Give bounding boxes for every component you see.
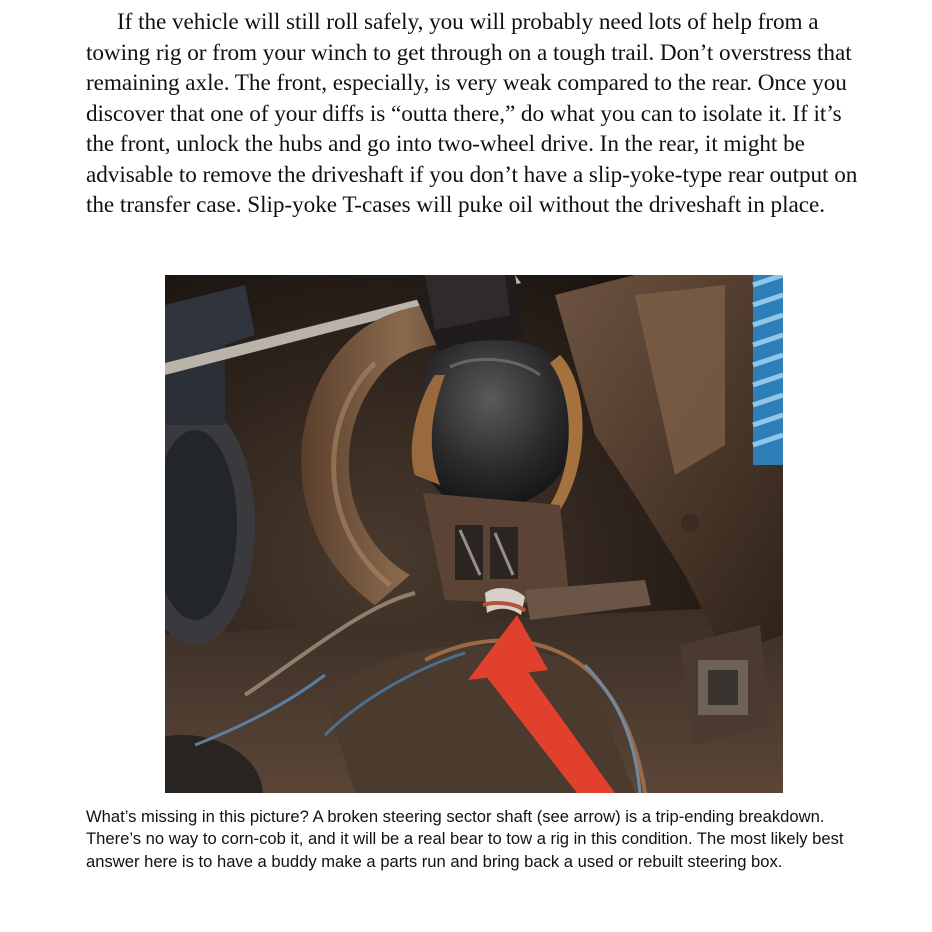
undercarriage-photo [165, 275, 783, 793]
coil-spring [753, 275, 783, 465]
undercarriage-photo-drawing [165, 275, 783, 793]
photo-caption: What’s missing in this picture? A broken steering sector shaft (see arrow) is a trip-ending breakdown. There’s no way to corn-cob it, and it will be a real bear to tow a rig in this condition. The most likely best answer here is to have a buddy make a parts run and bring back a used or rebuilt steering box. [86, 807, 844, 871]
body-paragraph: If the vehicle will still roll safely, you will probably need lots of help from a towing rig or from your winch to get through on a tough trail. Don’t overstress that remaining axle. The front, especially, is very weak compared to the rear. Once you discover that one of your diffs is “outta there,” do what you can to isolate it. If it’s the front, unlock the hubs and go into two-wheel drive. In the rear, it might be advisable to remove the driveshaft if you don’t have a slip-yoke-type rear output on the transfer case. Slip-yoke T-cases will puke oil without the driveshaft in place. [86, 9, 858, 218]
